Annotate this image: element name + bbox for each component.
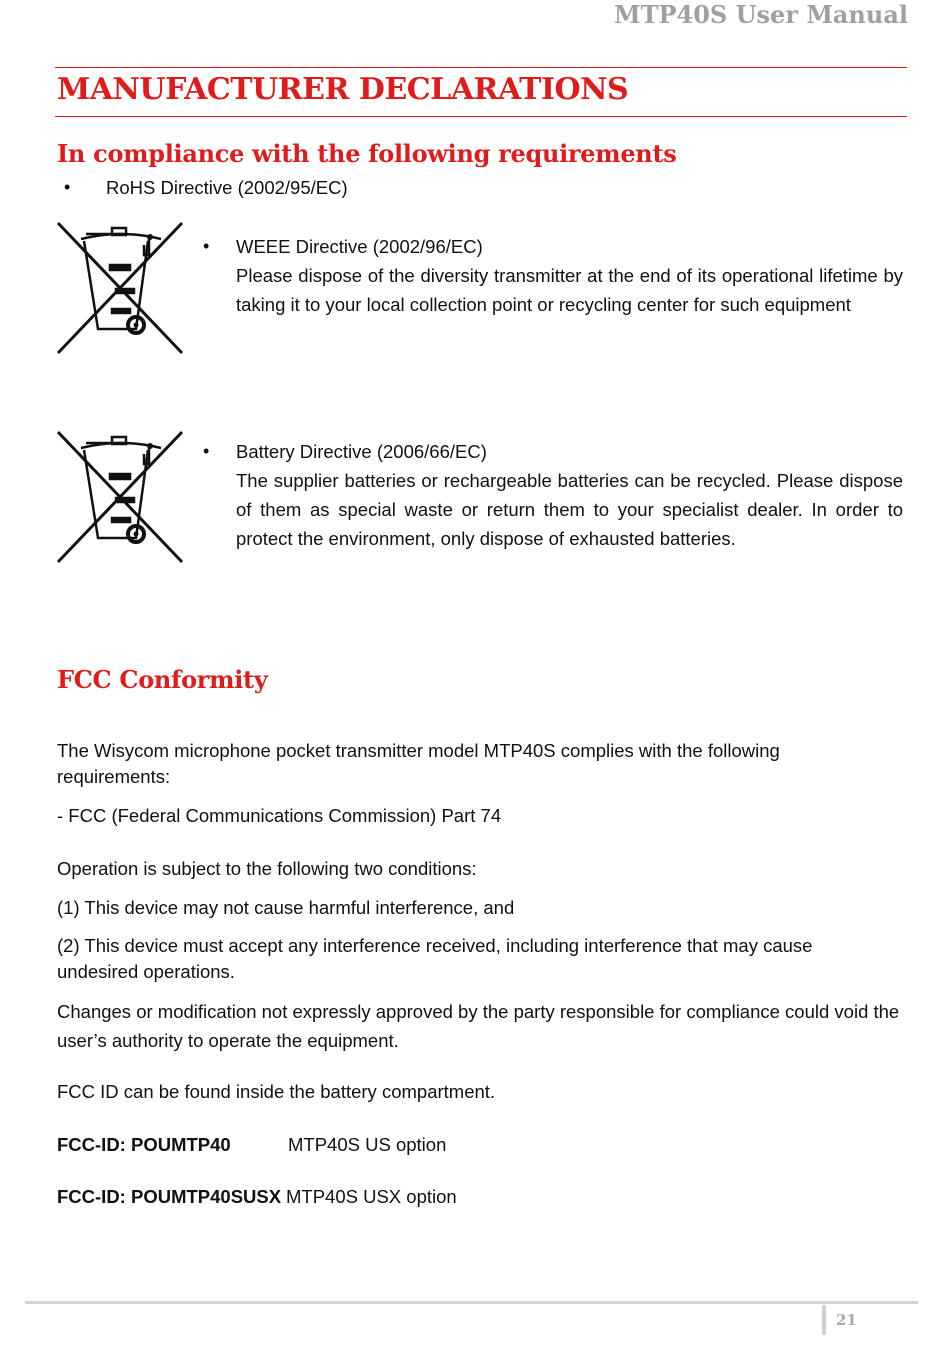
- bullet-icon: •: [203, 441, 210, 461]
- fcc-condition-1: (1) This device may not cause harmful interference, and: [57, 897, 515, 918]
- page-number: 21: [836, 1311, 857, 1329]
- battery-title: Battery Directive (2006/66/EC): [236, 441, 487, 462]
- fcc-id-us: FCC-ID: POUMTP40: [57, 1134, 231, 1155]
- running-header: MTP40S User Manual: [614, 0, 908, 29]
- title-top-rule: [55, 67, 907, 68]
- page-title: MANUFACTURER DECLARATIONS: [57, 72, 629, 107]
- fcc-option-us: MTP40S US option: [288, 1134, 447, 1155]
- bullet-icon: •: [64, 177, 71, 197]
- fcc-intro: The Wisycom microphone pocket transmitter model MTP40S complies with the following requirements:: [57, 740, 780, 787]
- fcc-part: - FCC (Federal Communications Commission) Part 74: [57, 805, 502, 826]
- battery-text: The supplier batteries or rechargeable batteries can be recycled. Please dispose of them as special waste or return them to your specialist dealer. In order to protect the environment, only dispose of exhausted batteries.: [236, 470, 903, 549]
- fcc-changes-note: Changes or modification not expressly approved by the party responsible for compliance could void the user’s authority to operate the equipment.: [57, 1001, 900, 1051]
- weee-title: WEEE Directive (2002/96/EC): [236, 236, 483, 257]
- compliance-heading: In compliance with the following requirements: [57, 139, 677, 168]
- fcc-conditions-intro: Operation is subject to the following two conditions:: [57, 858, 477, 879]
- title-bottom-rule: [55, 116, 907, 117]
- fcc-heading: FCC Conformity: [57, 665, 268, 694]
- fcc-option-usx: MTP40S USX option: [286, 1186, 457, 1207]
- weee-text: Please dispose of the diversity transmitter at the end of its operational lifetime by taking it to your local collection point or recycling center for such equipment: [236, 265, 903, 315]
- crossed-out-bin-icon: [56, 219, 184, 357]
- rohs-item: RoHS Directive (2002/95/EC): [106, 177, 348, 198]
- footer-rule: [25, 1301, 918, 1304]
- crossed-out-bin-icon: [56, 428, 184, 566]
- fcc-id-usx: FCC-ID: POUMTP40SUSX: [57, 1186, 282, 1207]
- fcc-id-location: FCC ID can be found inside the battery compartment.: [57, 1081, 496, 1102]
- bullet-icon: •: [203, 236, 210, 256]
- fcc-condition-2: (2) This device must accept any interference received, including interference that may cause undesired operations.: [57, 935, 813, 982]
- footer-divider: [822, 1305, 826, 1335]
